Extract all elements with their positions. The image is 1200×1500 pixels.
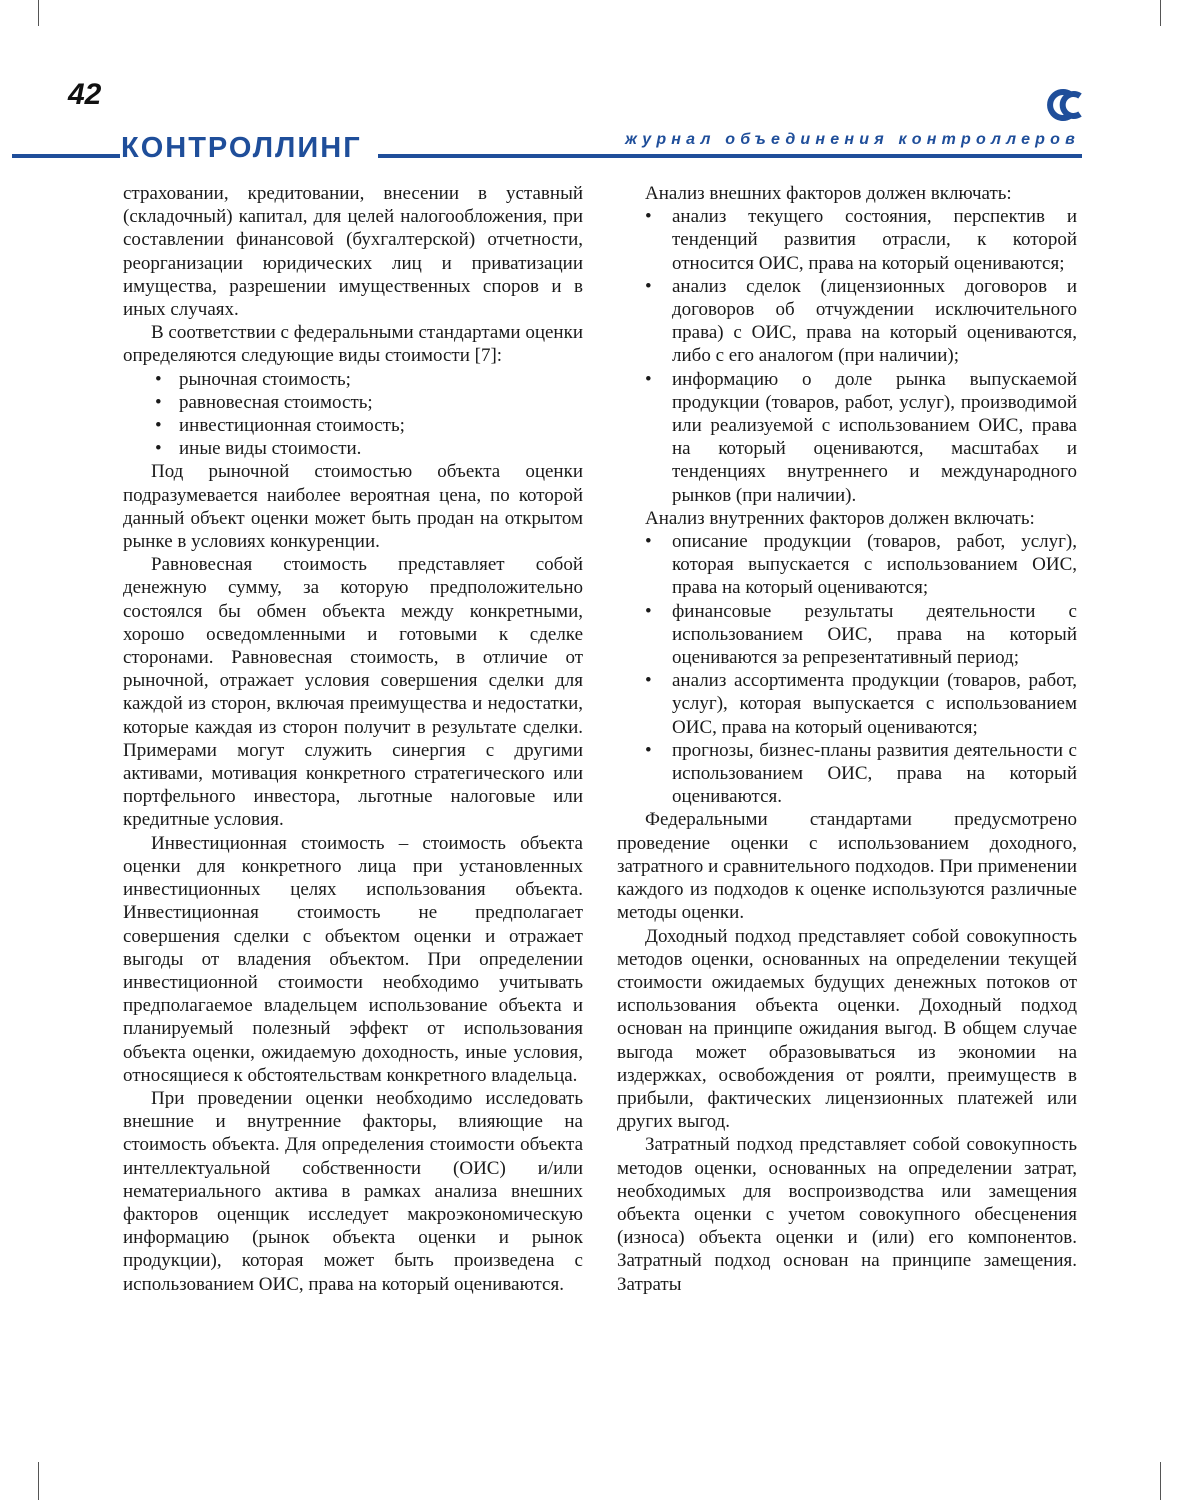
list-item: • финансовые результаты деятельности с использованием ОИС, права на который оцениваются за репрезентативный период;	[617, 600, 1077, 670]
paragraph: Анализ внутренних факторов должен включать:	[645, 507, 1035, 529]
list-item: • инвестиционная стоимость;	[123, 414, 583, 437]
bullet-list	[617, 530, 1077, 808]
crop-mark-bottom-right	[1160, 1462, 1161, 1500]
paragraph: Федеральными стандартами предусмотрено проведение оценки с использованием доходного, затратного и сравнительного подходов. При применении каждого из подходов к оценке используются различные методы оценки.	[617, 809, 1077, 924]
header-rule-left	[12, 154, 120, 158]
list-item: • анализ текущего состояния, перспектив и тенденций развития отрасли, к которой относится ОИС, права на который оцениваются;	[617, 205, 1077, 275]
paragraph: При проведении оценки необходимо исследовать внешние и внутренние факторы, влияющие на стоимость объекта. Для определения стоимости объекта интеллектуальной собственности (ОИС) и/или нематериального актива в рамках анализа внешних факторов оценщик исследует макроэкономическую информацию (рынок объекта оценки и рынок продукции), которая может быть произведена с использованием ОИС, права на который оцениваются.	[123, 1087, 583, 1295]
paragraph: Равновесная стоимость представляет собой денежную сумму, за которую предположительно состоялся бы обмен объекта между конкретными, хорошо осведомленными и готовыми к сделке сторонами. Равновесная стоимость, в отличие от рыночной, отражает условия совершения сделки для каждой из сторон, включая преимущества и недостатки, которые каждая из сторон получит в результате сделки. Примерами могут служить синергия с другими активами, мотивация конкретного стратегического или портфельного инвестора, льготные налоговые или кредитные условия.	[123, 554, 583, 831]
header-rule-right	[378, 154, 1082, 158]
paragraph: В соответствии с федеральными стандартами оценки определяются следующие виды стоимости [7]:	[123, 322, 583, 367]
bullet-list	[617, 205, 1077, 507]
journal-subtitle: журнал объединения контроллеров	[625, 131, 1080, 148]
paragraph: Анализ внешних факторов должен включать:	[645, 183, 1012, 204]
crop-mark-bottom-left	[38, 1462, 39, 1500]
crop-mark-top-left	[38, 0, 39, 26]
left-column	[123, 182, 583, 1296]
paragraph: Затратный подход представляет собой совокупность методов оценки, основанных на определении затрат, необходимых для воспроизводства или замещения объекта оценки с учетом совокупного обесценения (износа) объекта оценки и (или) его компонентов. Затратный подход основан на принципе замещения. Затраты	[617, 1134, 1077, 1295]
paragraph: страховании, кредитовании, внесении в уставный (складочный) капитал, для целей налогообложения, при составлении финансовой (бухгалтерской) отчетности, реорганизации юридических лиц и приватизации имущества, разрешении имущественных споров и в иных случаях.	[123, 183, 583, 321]
crop-mark-top-right	[1160, 0, 1161, 26]
list-item: • равновесная стоимость;	[123, 391, 583, 414]
journal-title: КОНТРОЛЛИНГ	[121, 132, 362, 164]
list-item: • прогнозы, бизнес-планы развития деятельности с использованием ОИС, права на который оцениваются.	[617, 739, 1077, 809]
list-item: • анализ сделок (лицензионных договоров и договоров об отчуждении исключительного права) с ОИС, права на который оцениваются, либо с его аналогом (при наличии);	[617, 275, 1077, 368]
oc-ligature-icon	[1040, 88, 1082, 122]
page-number: 42	[68, 78, 102, 111]
paragraph: Доходный подход представляет собой совокупность методов оценки, основанных на определении текущей стоимости ожидаемых будущих денежных потоков от использования объекта оценки. Доходный подход основан на принципе ожидания выгод. В общем случае выгода может образовываться из экономии на издержках, освобождения от роялти, преимуществ в прибыли, фактических лицензионных платежей или других выгод.	[617, 925, 1077, 1133]
bullet-list	[123, 368, 583, 461]
list-item: • иные виды стоимости.	[123, 437, 583, 460]
paragraph: Под рыночной стоимостью объекта оценки подразумевается наиболее вероятная цена, по которой данный объект оценки может быть продан на открытом рынке в условиях конкуренции.	[123, 461, 583, 553]
paragraph: Инвестиционная стоимость – стоимость объекта оценки для конкретного лица при установленных инвестиционных целях использования объекта. Инвестиционная стоимость не предполагает совершения сделки с объектом оценки и отражает выгоды от владения объектом. При определении инвестиционной стоимости необходимо учитывать предполагаемое владельцем использование объекта и планируемый полезный эффект от использования объекта оценки, ожидаемую доходность, иные условия, относящиеся к обстоятельствам конкретного владельца.	[123, 832, 583, 1086]
list-item: • описание продукции (товаров, работ, услуг), которая выпускается с использованием ОИС, права на который оцениваются;	[617, 530, 1077, 600]
list-item: • рыночная стоимость;	[123, 368, 583, 391]
list-item: • анализ ассортимента продукции (товаров, работ, услуг), которая выпускается с использованием ОИС, права на который оцениваются;	[617, 669, 1077, 739]
list-item: • информацию о доле рынка выпускаемой продукции (товаров, работ, услуг), производимой или реализуемой с использованием ОИС, права на который оцениваются, масштабах и тенденциях внутреннего и международного рынков (при наличии).	[617, 368, 1077, 507]
right-column	[617, 182, 1077, 1296]
